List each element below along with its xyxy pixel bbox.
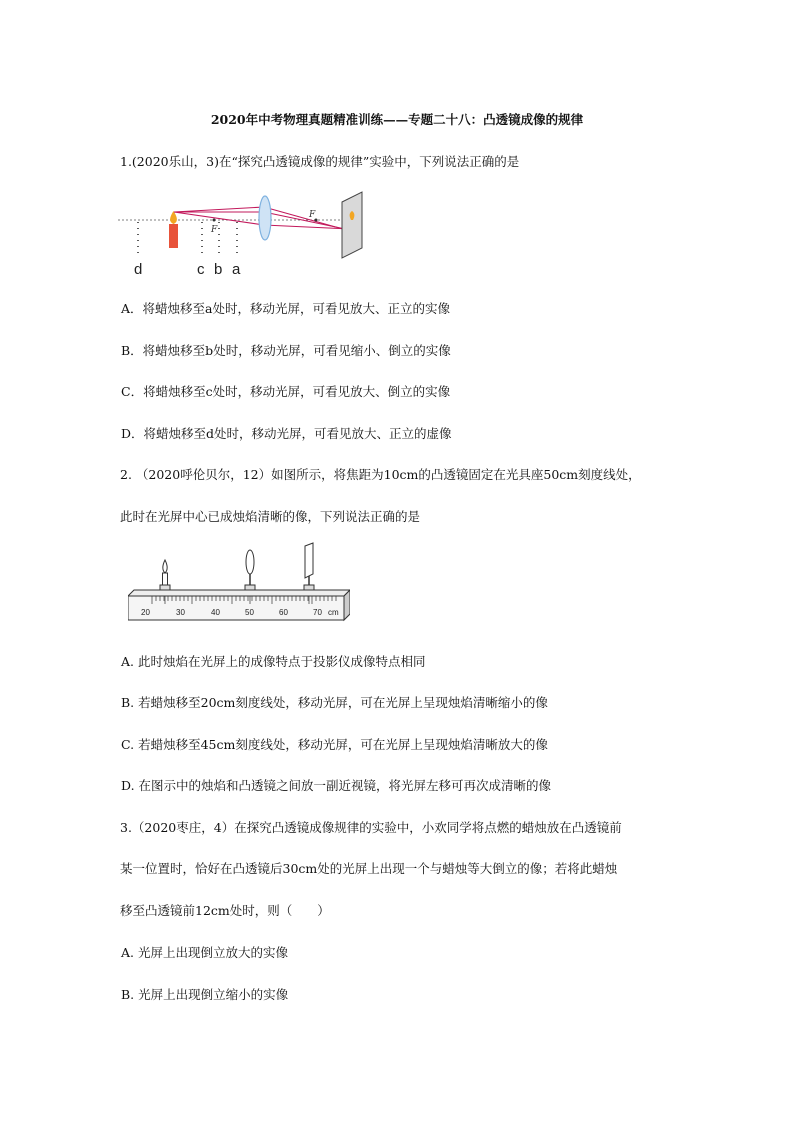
q2-figure — [128, 540, 350, 630]
q1-option-c: C．将蜡烛移至c处时，移动光屏，可看见放大、倒立的实像 — [121, 384, 451, 399]
q3-option-b: B. 光屏上出现倒立缩小的实像 — [121, 987, 289, 1002]
candle-2 — [163, 573, 168, 585]
point-label-a: a — [232, 261, 241, 278]
ruler-label-20: 20 — [141, 608, 150, 617]
candle-body — [169, 224, 178, 248]
q3-stem-line3: 移至凸透镜前12cm处时，则（ ） — [120, 903, 330, 918]
candle-flame — [170, 211, 177, 224]
q1-option-b: B．将蜡烛移至b处时，移动光屏，可看见缩小、倒立的实像 — [121, 343, 451, 358]
ruler-label-40: 40 — [211, 608, 220, 617]
q1-option-a: A．将蜡烛移至a处时，移动光屏，可看见放大、正立的实像 — [121, 301, 450, 316]
ruler-label-30: 30 — [176, 608, 185, 617]
ruler-label-60: 60 — [279, 608, 288, 617]
q2-option-c: C. 若蜡烛移至45cm刻度线处，移动光屏，可在光屏上呈现烛焰清晰放大的像 — [121, 737, 548, 752]
convex-lens-2 — [246, 550, 254, 574]
focal-label-left: F — [211, 225, 218, 235]
light-screen — [342, 192, 362, 258]
q2-option-b: B. 若蜡烛移至20cm刻度线处，移动光屏，可在光屏上呈现烛焰清晰缩小的像 — [121, 695, 548, 710]
q3-stem-line1: 3.（2020枣庄，4）在探究凸透镜成像规律的实验中，小欢同学将点燃的蜡烛放在凸透镜前 — [120, 820, 622, 835]
ruler-label-50: 50 — [245, 608, 254, 617]
point-label-c: c — [197, 261, 205, 278]
q3-stem-line2: 某一位置时，恰好在凸透镜后30cm处的光屏上出现一个与蜡烛等大倒立的像；若将此蜡烛 — [120, 861, 618, 876]
page-title: 2020年中考物理真题精准训练——专题二十八：凸透镜成像的规律 — [210, 112, 584, 127]
ruler-unit: cm — [328, 608, 339, 617]
point-label-b: b — [214, 261, 223, 278]
q3-option-a: A. 光屏上出现倒立放大的实像 — [121, 945, 288, 960]
q2-option-a: A. 此时烛焰在光屏上的成像特点于投影仪成像特点相同 — [121, 654, 426, 669]
candle-flame-2 — [163, 560, 168, 573]
point-label-d: d — [134, 261, 143, 278]
ruler-label-70: 70 — [313, 608, 322, 617]
q1-option-d: D．将蜡烛移至d处时，移动光屏，可看见放大、正立的虚像 — [121, 426, 452, 441]
light-screen-2 — [305, 543, 313, 578]
q2-stem-line2: 此时在光屏中心已成烛焰清晰的像，下列说法正确的是 — [120, 509, 421, 524]
q2-stem-line1: 2. （2020呼伦贝尔，12）如图所示，将焦距为10cm的凸透镜固定在光具座50cm刻度线处， — [120, 467, 641, 482]
convex-lens — [259, 196, 271, 240]
q1-figure — [118, 190, 378, 280]
q2-option-d: D. 在图示中的烛焰和凸透镜之间放一副近视镜，将光屏左移可再次成清晰的像 — [121, 778, 552, 793]
q1-stem: 1.(2020乐山，3)在“探究凸透镜成像的规律”实验中，下列说法正确的是 — [120, 154, 520, 169]
focal-label-right: F — [309, 210, 316, 220]
